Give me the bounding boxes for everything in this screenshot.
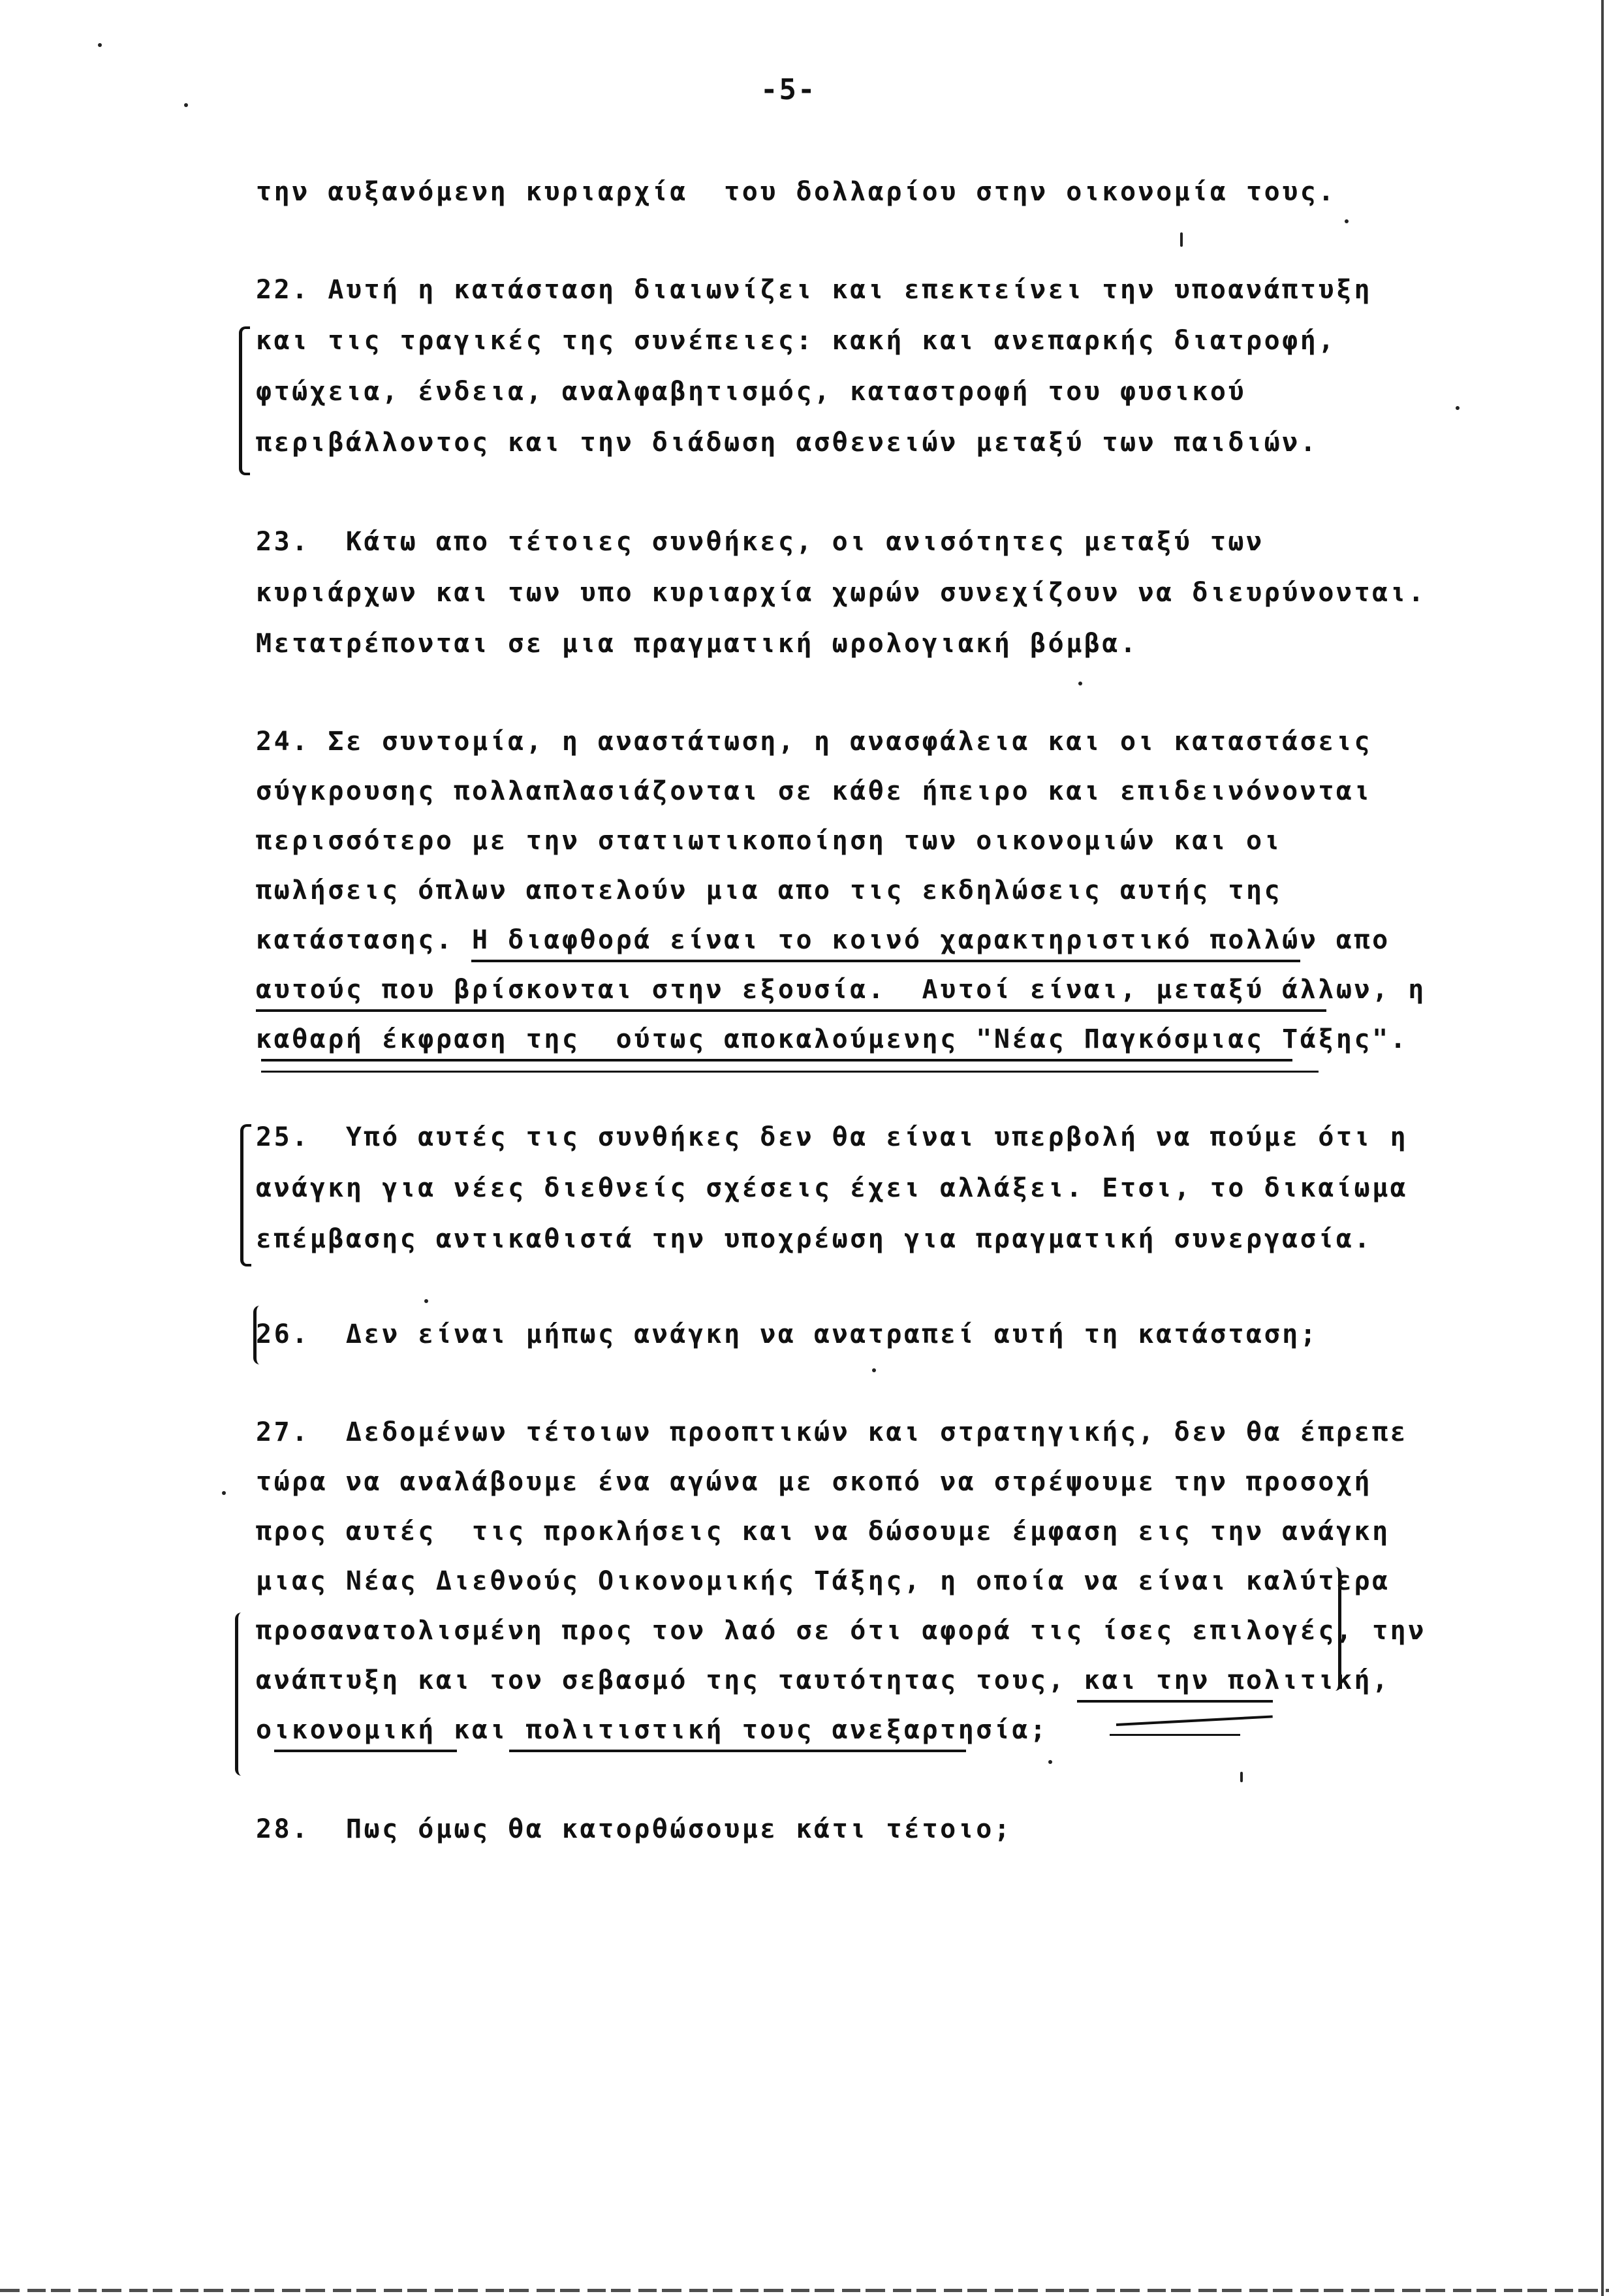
handwritten-underline [274, 1750, 457, 1752]
margin-bracket-mark [235, 1612, 246, 1776]
text-line: την αυξανόμενη κυριαρχία του δολλαρίου στην οικονομία τους. [256, 177, 1336, 207]
text-line: μιας Νέας Διεθνούς Οικονομικής Τάξης, η οποία να είναι καλύτερα [256, 1566, 1390, 1596]
scan-speck [1240, 1772, 1243, 1782]
text-line: 28. Πως όμως θα κατορθώσουμε κάτι τέτοιο; [256, 1814, 1012, 1844]
margin-bracket-mark [253, 1306, 264, 1364]
text-line: 22. Αυτή η κατάσταση διαιωνίζει και επεκτείνει την υποανάπτυξη [256, 275, 1373, 305]
handwritten-underline [261, 1059, 1292, 1062]
text-line: οικονομική και πολιτιστική τους ανεξαρτησία; [256, 1715, 1048, 1745]
text-line: προς αυτές τις προκλήσεις και να δώσουμε έμφαση εις την ανάγκη [256, 1517, 1390, 1547]
text-line: 23. Κάτω απο τέτοιες συνθήκες, οι ανισότητες μεταξύ των [256, 527, 1264, 557]
text-line: 25. Υπό αυτές τις συνθήκες δεν θα είναι υπερβολή να πούμε ότι η [256, 1122, 1409, 1152]
scan-edge-right [1601, 0, 1604, 2296]
handwritten-underline [256, 1009, 1326, 1012]
text-line: 24. Σε συντομία, η αναστάτωση, η ανασφάλεια και οι καταστάσεις [256, 727, 1373, 757]
text-line: ανάπτυξη και τον σεβασμό της ταυτότητας τους, και την πολιτική, [256, 1665, 1390, 1695]
scan-speck [98, 43, 102, 47]
handwritten-underline [1116, 1715, 1273, 1726]
scan-speck [1180, 232, 1183, 247]
scan-speck [872, 1368, 876, 1372]
text-line: Μετατρέπονται σε μια πραγματική ωρολογιακή βόμβα. [256, 629, 1138, 659]
text-line: περισσότερο με την στατιωτικοποίηση των οικονομιών και οι [256, 826, 1283, 856]
scan-speck [222, 1491, 226, 1495]
scan-speck [1078, 682, 1082, 685]
scan-edge-bottom [0, 2289, 1609, 2292]
text-line: πωλήσεις όπλων αποτελούν μια απο τις εκδηλώσεις αυτής της [256, 875, 1283, 905]
text-line: επέμβασης αντικαθιστά την υποχρέωση για πραγματική συνεργασία. [256, 1224, 1373, 1254]
handwritten-underline [509, 1750, 966, 1752]
handwritten-underline [261, 1071, 1319, 1073]
text-line: σύγκρουσης πολλαπλασιάζονται σε κάθε ήπειρο και επιδεινόνονται [256, 776, 1373, 806]
text-line: τώρα να αναλάβουμε ένα αγώνα με σκοπό να στρέψουμε την προσοχή [256, 1467, 1373, 1497]
scan-speck [424, 1299, 428, 1303]
text-line: κατάστασης. Η διαφθορά είναι το κοινό χαρακτηριστικό πολλών απο [256, 925, 1390, 955]
text-line: προσανατολισμένη προς τον λαό σε ότι αφορά τις ίσες επιλογές, την [256, 1616, 1426, 1646]
handwritten-underline [1110, 1734, 1240, 1736]
scan-speck [1345, 219, 1349, 223]
text-line: και τις τραγικές της συνέπειες: κακή και ανεπαρκής διατροφή, [256, 326, 1336, 356]
text-line: κυριάρχων και των υπο κυριαρχία χωρών συνεχίζουν να διευρύνονται. [256, 578, 1426, 608]
text-line: περιβάλλοντος και την διάδωση ασθενειών μεταξύ των παιδιών. [256, 428, 1319, 458]
text-line: 26. Δεν είναι μήπως ανάγκη να ανατραπεί αυτή τη κατάσταση; [256, 1319, 1319, 1349]
text-line: ανάγκη για νέες διεθνείς σχέσεις έχει αλλάξει. Ετσι, το δικαίωμα [256, 1173, 1409, 1203]
scan-speck [1048, 1760, 1052, 1764]
margin-bracket-mark [240, 1124, 251, 1266]
scan-speck [184, 103, 188, 107]
margin-bracket-mark [1332, 1567, 1341, 1691]
margin-bracket-mark [239, 326, 250, 475]
handwritten-underline [1077, 1700, 1273, 1703]
page-number: -5- [760, 73, 817, 106]
scan-speck [1456, 406, 1460, 410]
text-line: φτώχεια, ένδεια, αναλφαβητισμός, καταστροφή του φυσικού [256, 377, 1247, 407]
text-line: αυτούς που βρίσκονται στην εξουσία. Αυτοί είναι, μεταξύ άλλων, η [256, 975, 1426, 1005]
text-line: καθαρή έκφραση της ούτως αποκαλούμενης "Νέας Παγκόσμιας Τάξης". [256, 1024, 1409, 1054]
handwritten-underline [471, 960, 1300, 962]
text-line: 27. Δεδομένων τέτοιων προοπτικών και στρατηγικής, δεν θα έπρεπε [256, 1417, 1409, 1447]
